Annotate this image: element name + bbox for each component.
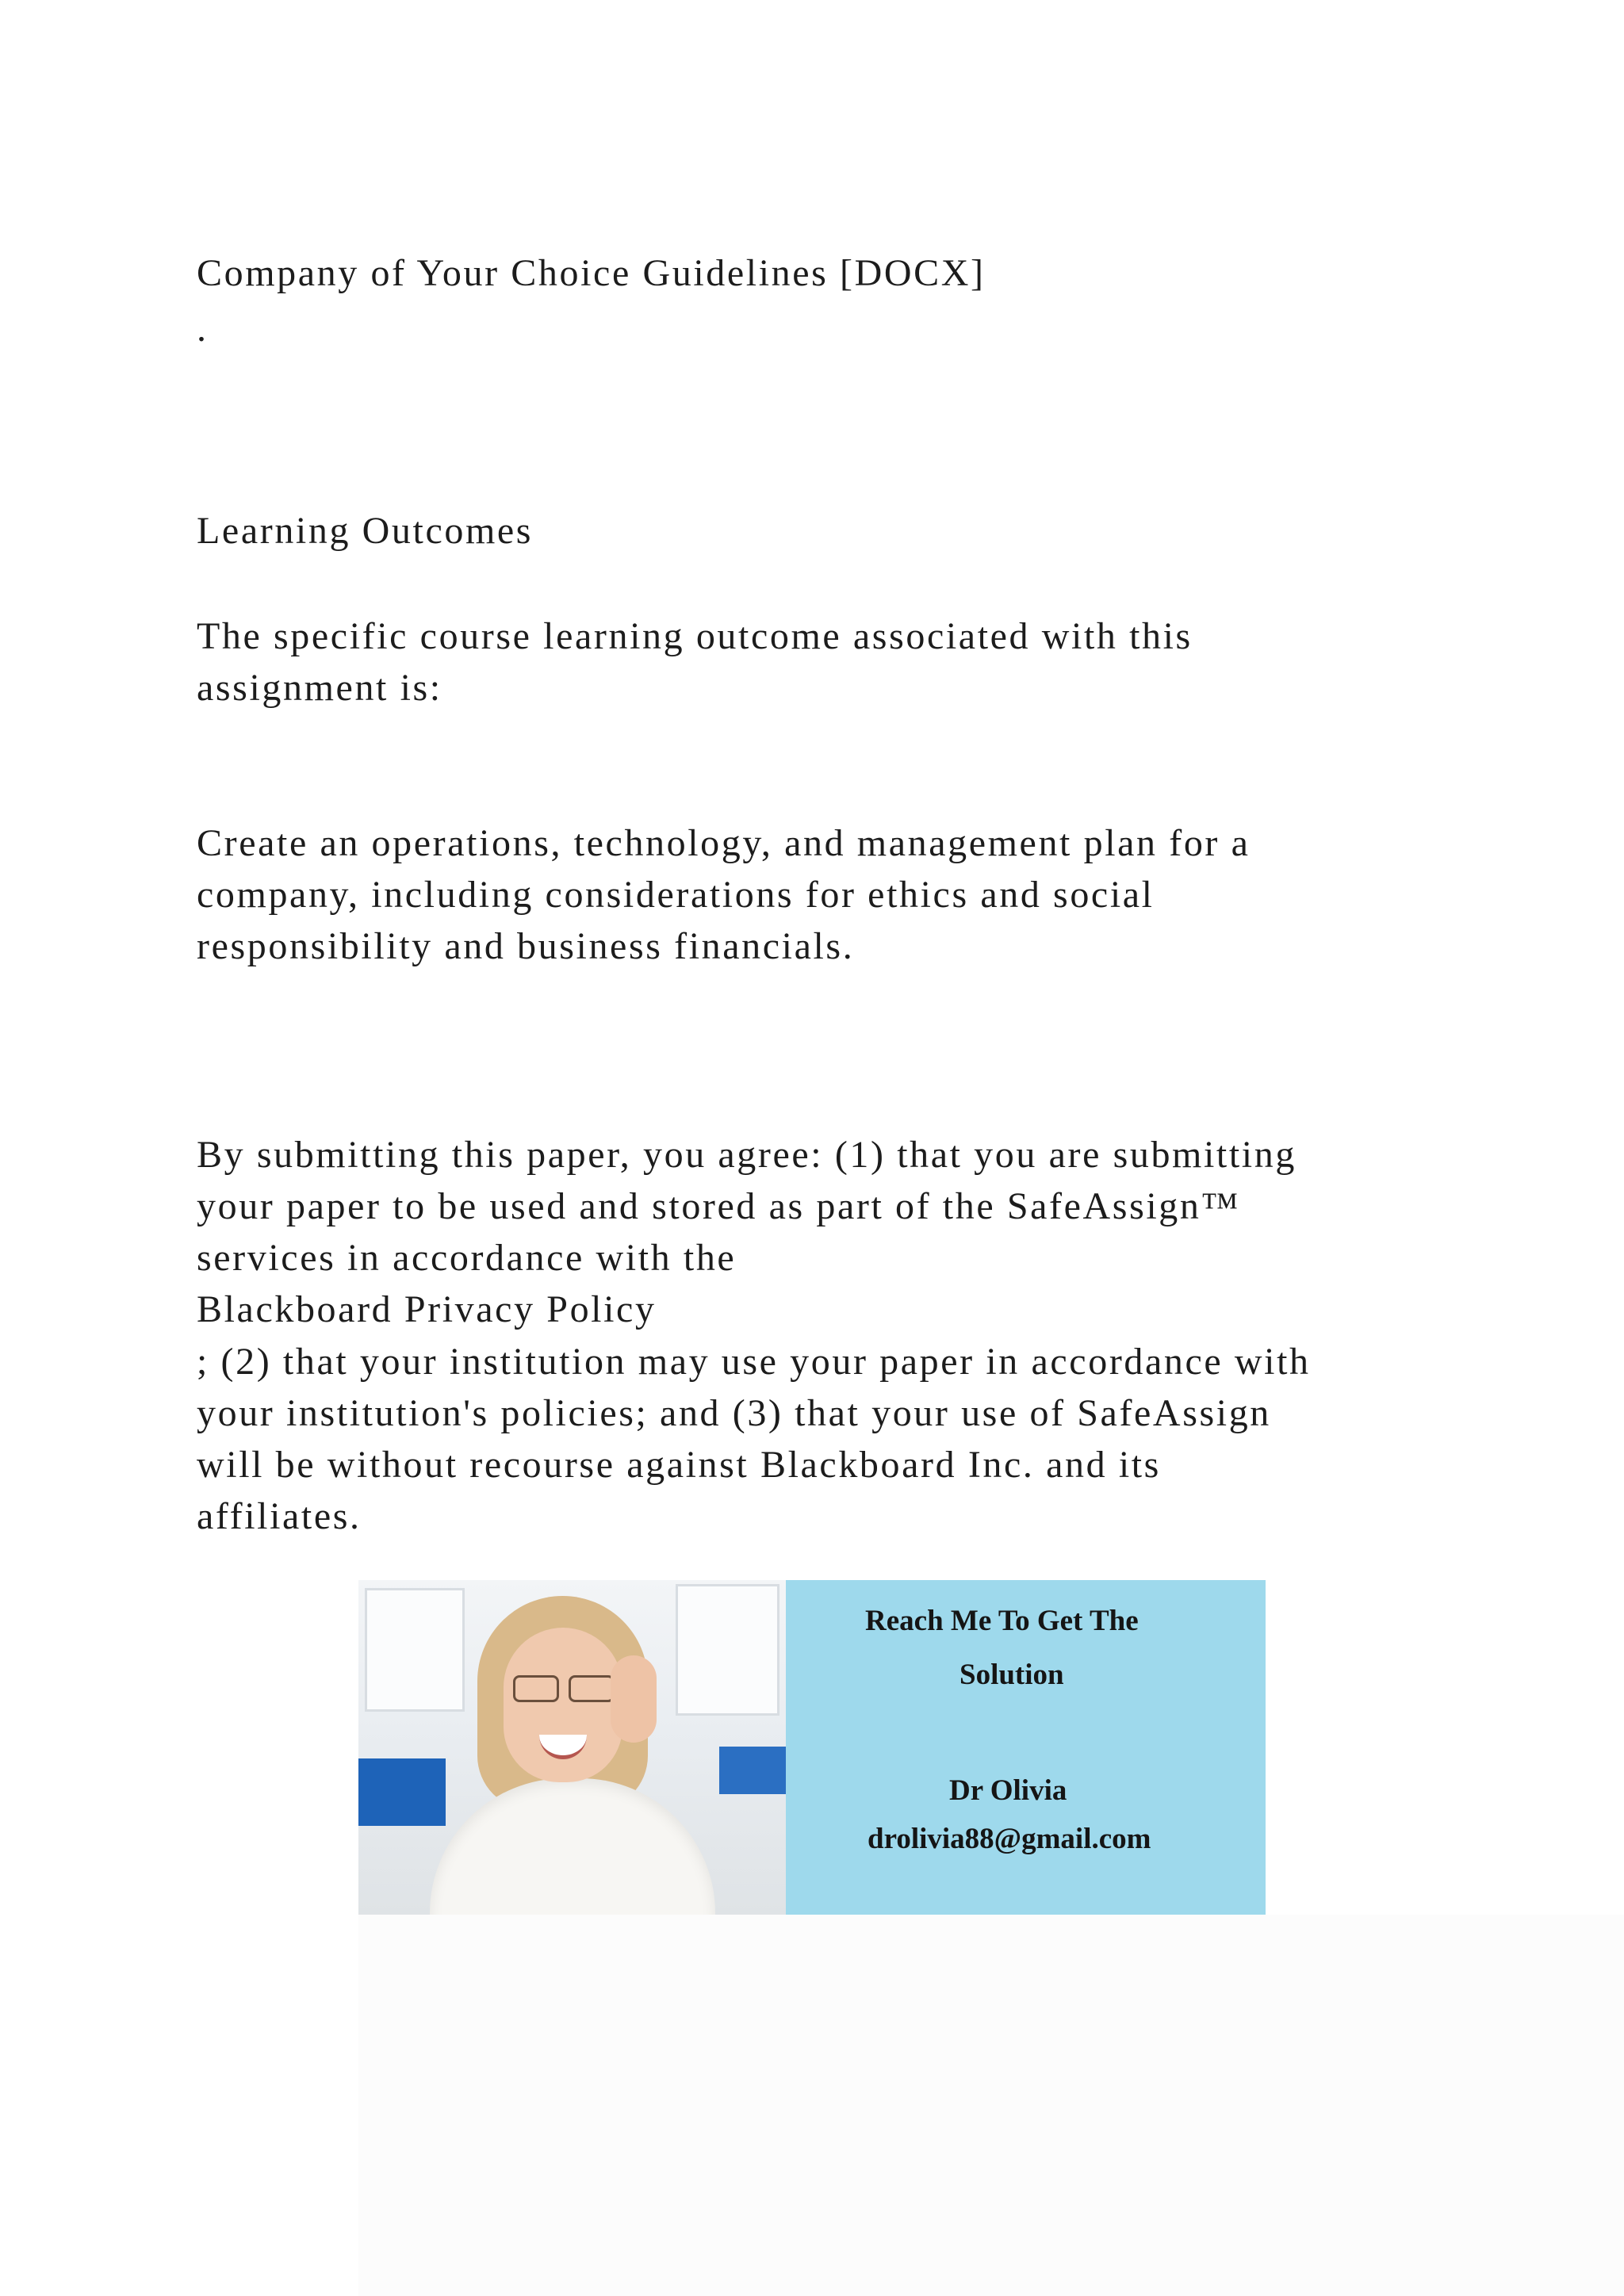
contact-banner [358, 1580, 1266, 1915]
document-title: Company of Your Choice Guidelines [DOCX] [197, 252, 986, 294]
window-pane [365, 1588, 465, 1712]
woman-photo [358, 1580, 786, 1915]
banner-headline-2: Solution [959, 1659, 1064, 1691]
glasses-icon [513, 1675, 615, 1699]
banner-headline: Reach Me To Get The [865, 1605, 1139, 1637]
intro-line-2: assignment is: [197, 667, 442, 709]
agreement-line-3: services in accordance with the [197, 1237, 737, 1279]
agreement-line-6: your institution's policies; and (3) that your use of SafeAssign [197, 1392, 1271, 1434]
contact-name: Dr Olivia [949, 1774, 1067, 1807]
agreement-line-5: ; (2) that your institution may use your paper in accordance with [197, 1341, 1311, 1383]
agreement-line-7: will be without recourse against Blackboard Inc. and its [197, 1444, 1161, 1486]
outcome-line-1: Create an operations, technology, and management plan for a [197, 822, 1251, 864]
agreement-line-2: your paper to be used and stored as part of the SafeAssign™ [197, 1185, 1241, 1227]
white-blouse [430, 1778, 715, 1915]
page-lower-area [358, 1915, 1624, 2296]
blue-chair [358, 1758, 446, 1826]
title-dot: . [197, 308, 209, 350]
agreement-line-1: By submitting this paper, you agree: (1) that you are submitting [197, 1134, 1297, 1176]
hand-shape [611, 1655, 657, 1743]
contact-email[interactable]: drolivia88@gmail.com [868, 1823, 1151, 1855]
contact-info-panel [786, 1580, 1266, 1915]
outcome-line-3: responsibility and business financials. [197, 925, 855, 967]
section-heading: Learning Outcomes [197, 510, 534, 552]
privacy-policy-link[interactable]: Blackboard Privacy Policy [197, 1288, 657, 1330]
window-pane [676, 1584, 779, 1716]
blue-chair [719, 1747, 786, 1794]
agreement-line-8: affiliates. [197, 1495, 362, 1537]
outcome-line-2: company, including considerations for ethics and social [197, 874, 1155, 916]
intro-line-1: The specific course learning outcome associated with this [197, 615, 1193, 657]
